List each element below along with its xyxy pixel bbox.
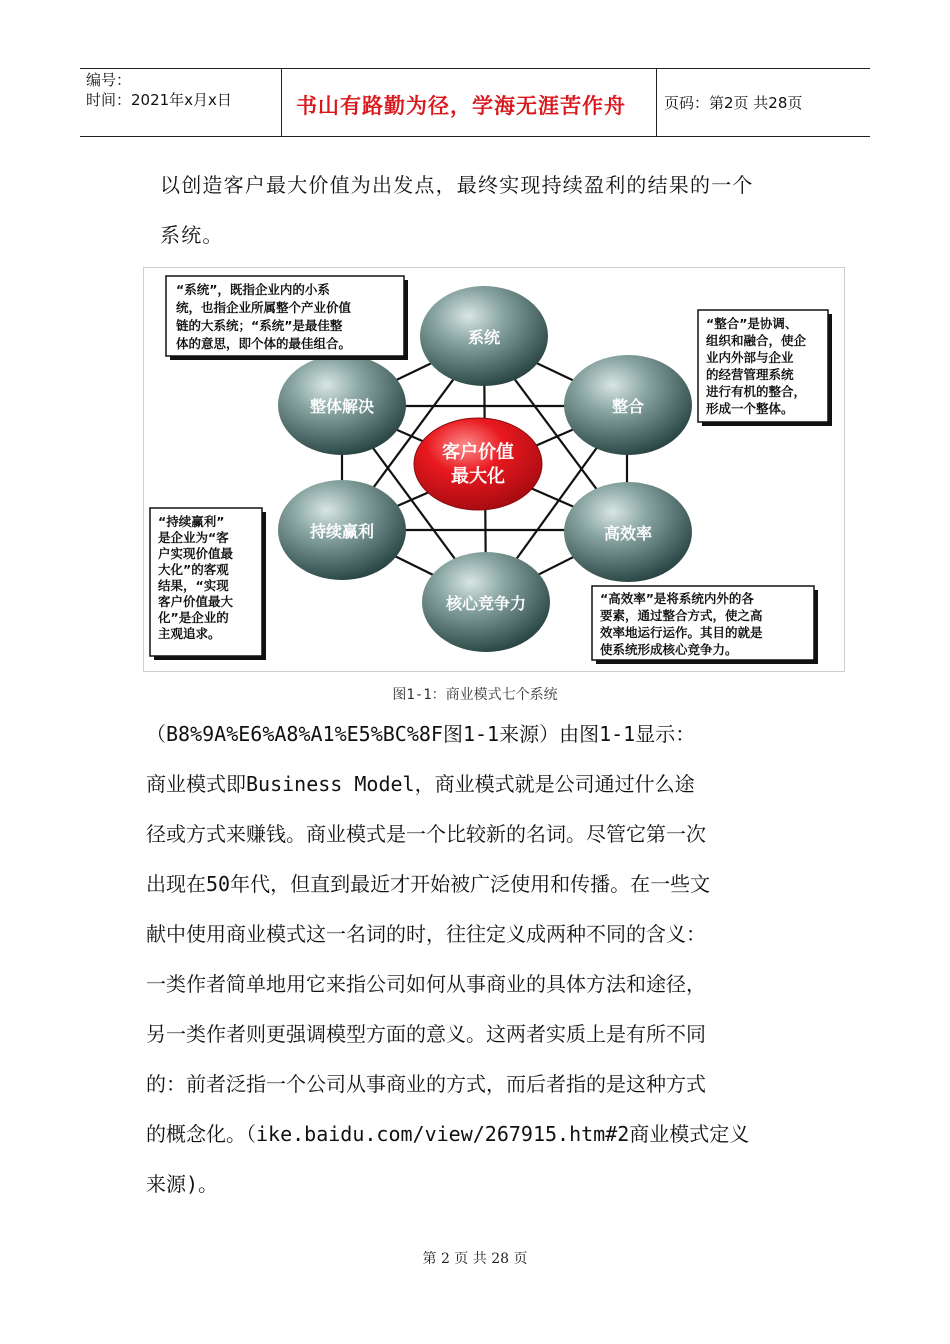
node-core-competence: [422, 552, 550, 652]
node-integrate: [564, 355, 692, 455]
note-system: [166, 276, 408, 360]
page-footer: 第 2 页 共 28 页: [422, 1251, 528, 1267]
note-profit-line-7: 化”是企业的: [158, 610, 229, 625]
intro-line-2: 系统。: [160, 223, 224, 247]
node-sustained-profit-label: 持续赢利: [309, 522, 375, 541]
header-page-label: 页码：第2页 共28页: [664, 94, 803, 112]
body-line-5: 献中使用商业模式这一名词的时，往往定义成两种不同的含义：: [146, 922, 706, 946]
note-system-line-3: 链的大系统；“系统”是最佳整: [176, 318, 343, 333]
note-efficiency: [592, 586, 818, 664]
business-model-figure: [143, 267, 845, 672]
figure-caption: 图1-1：商业模式七个系统: [392, 687, 558, 703]
body-line-1: （B8%9A%E6%A8%A1%E5%BC%8F图1-1来源）由图1-1显示：: [146, 722, 696, 746]
header-divider-left: [281, 68, 282, 136]
header-time-label: 时间：2021年x月x日: [86, 91, 232, 109]
node-overall-solution-label: 整体解决: [309, 397, 375, 416]
note-integrate-line-6: 形成一个整体。: [706, 401, 794, 416]
body-line-10: 来源)。: [146, 1172, 219, 1196]
header-divider-right: [656, 68, 657, 136]
center-label-line-2: 最大化: [451, 466, 505, 487]
intro-line-1: 以创造客户最大价值为出发点，最终实现持续盈利的结果的一个: [160, 173, 754, 197]
note-integrate-line-2: 组织和融合，使企: [706, 333, 807, 348]
header-top-rule: [80, 68, 870, 69]
node-efficiency-label: 高效率: [603, 524, 653, 543]
header-motto: 书山有路勤为径，学海无涯苦作舟: [296, 94, 626, 118]
note-integrate-line-3: 业内外部与企业: [706, 350, 794, 365]
node-center-customer-value: [414, 418, 542, 510]
note-profit-line-6: 客户价值最大: [158, 594, 234, 609]
header-code-label: 编号：: [86, 71, 132, 89]
note-profit-line-2: 是企业为“客: [158, 530, 229, 545]
note-efficiency-line-2: 要素，通过整合方式，使之高: [600, 608, 763, 623]
note-integrate: [698, 310, 832, 426]
node-sustained-profit: [278, 480, 406, 580]
body-line-8: 的：前者泛指一个公司从事商业的方式，而后者指的是这种方式: [146, 1072, 706, 1096]
node-system-label: 系统: [467, 328, 501, 347]
body-line-9: 的概念化。（ike.baidu.com/view/267915.htm#2商业模式定义: [146, 1122, 750, 1146]
note-system-line-1: “系统”，既指企业内的小系: [176, 282, 330, 297]
body-line-6: 一类作者简单地用它来指公司如何从事商业的具体方法和途径，: [146, 972, 706, 996]
note-efficiency-line-3: 效率地运行运作。其目的就是: [600, 625, 763, 640]
body-line-4: 出现在50年代，但直到最近才开始被广泛使用和传播。在一些文: [146, 872, 711, 896]
node-core-competence-label: 核心竞争力: [445, 594, 527, 613]
note-profit-line-5: 结果，“实现: [158, 578, 229, 593]
note-integrate-line-1: “整合”是协调、: [706, 316, 798, 331]
note-profit-line-1: “持续赢利”: [158, 514, 225, 529]
note-profit-line-8: 主观追求。: [158, 626, 221, 641]
note-efficiency-line-4: 使系统形成核心竞争力。: [600, 642, 738, 657]
note-efficiency-line-1: “高效率”是将系统内外的各: [600, 591, 754, 606]
note-integrate-line-5: 进行有机的整合，: [706, 384, 807, 399]
body-line-2: 商业模式即Business Model，商业模式就是公司通过什么途: [146, 772, 695, 796]
body-line-3: 径或方式来赚钱。商业模式是一个比较新的名词。尽管它第一次: [146, 822, 706, 846]
node-overall-solution: [278, 355, 406, 455]
note-profit-line-3: 户实现价值最: [158, 546, 234, 561]
business-model-diagram: [144, 268, 844, 671]
note-system-line-4: 体的意思，即个体的最佳组合。: [176, 336, 352, 351]
note-profit-line-4: 大化”的客观: [158, 562, 229, 577]
note-profit: [150, 508, 266, 660]
note-integrate-line-4: 的经营管理系统: [706, 367, 794, 382]
svg-text:“持续赢利” 是企业为“客: [157, 514, 237, 641]
node-efficiency: [564, 482, 692, 582]
center-label-line-1: 客户价值: [442, 442, 514, 463]
node-integrate-label: 整合: [611, 397, 645, 416]
body-line-7: 另一类作者则更强调模型方面的意义。这两者实质上是有所不同: [146, 1022, 706, 1046]
note-system-line-2: 统，也指企业所属整个产业价值: [176, 300, 352, 315]
node-system: [420, 286, 548, 386]
header-bottom-rule: [80, 136, 870, 137]
